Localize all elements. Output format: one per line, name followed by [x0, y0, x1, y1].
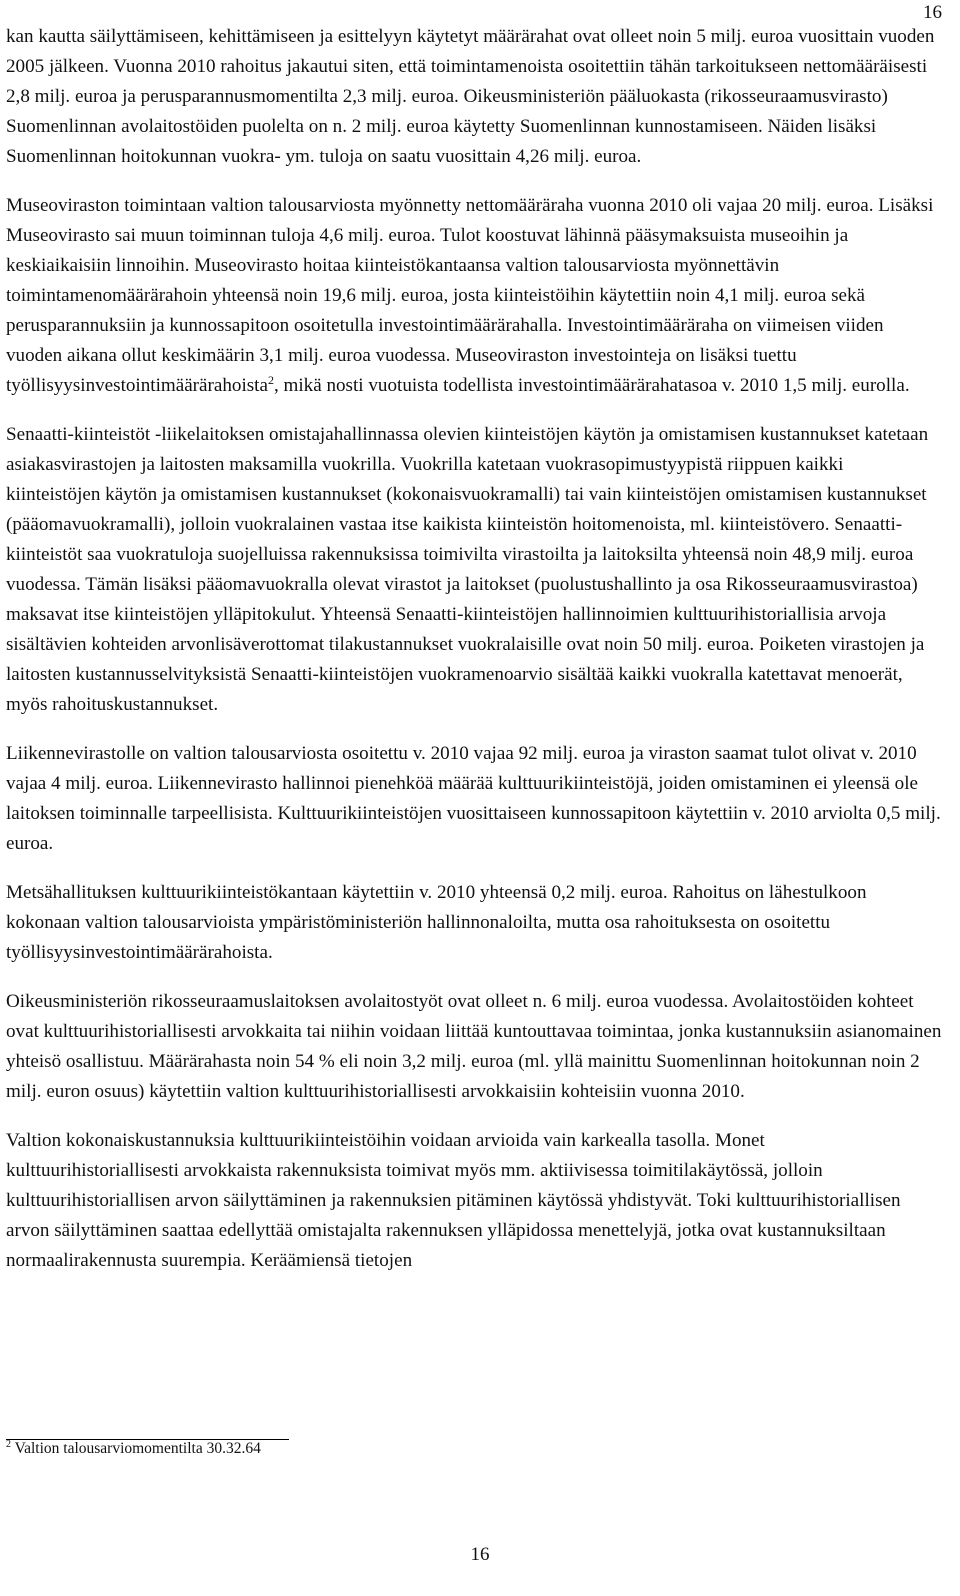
paragraph-liikennevirasto: Liikennevirastolle on valtion talousarviosta osoitettu v. 2010 vajaa 92 milj. euroa ja viraston saamat tulot olivat v. 2010 vajaa 4 milj. euroa. Liikennevirasto hallinnoi pienehköä määrää kulttuurikiinteistöjä, joiden omistaminen ei yleensä ole laitoksen toiminnalle tarpeellisista. Kulttuurikiinteistöjen vuosittaiseen kunnossapitoon käytettiin v. 2010 arviolta 0,5 milj. euroa.: [6, 743, 941, 854]
document-body: [6, 22, 942, 1295]
footnote-text: Valtion talousarviomomentilta 30.32.64: [14, 1440, 261, 1457]
paragraph-senaatti: Senaatti-kiinteistöt -liikelaitoksen omistajahallinnassa olevien kiinteistöjen käytön ja omistamisen kustannukset katetaan asiakasvirastojen ja laitosten maksamilla vuokrilla. Vuokrilla katetaan vuokrasopimustyypistä riippuen kaikki kiinteistöjen käytön ja omistamisen kustannukset (kokonaisvuokramalli) tai vain kiinteistöjen omistamisen kustannukset (pääomavuokramalli), jolloin vuokralainen vastaa itse kaikista kiinteistön hoitomenoista, ml. kiinteistövero. Senaatti-kiinteistöt saa vuokratuloja suojelluissa rakennuksissa toimivilta virastoilta ja laitoksilta yhteensä noin 48,9 milj. euroa vuodessa. Tämän lisäksi pääomavuokralla olevat virastot ja laitokset (puolustushallinto ja osa Rikosseuraamusvirastoa) maksavat itse kiinteistöjen ylläpitokulut. Yhteensä Senaatti-kiinteistöjen hallinnoimien kulttuurihistoriallisia arvoja sisältävien kohteiden arvonlisäverottomat tilakustannukset vuokralaisille ovat noin 50 milj. euroa. Poiketen virastojen ja laitosten kustannusselvityksistä Senaatti-kiinteistöjen vuokramenoarvio sisältää kaikki vuokralla katettavat menoerät, myös rahoituskustannukset.: [6, 424, 929, 715]
paragraph-metsahallitus: Metsähallituksen kulttuurikiinteistökantaan käytettiin v. 2010 yhteensä 0,2 milj. euroa. Rahoitus on lähestulkoon kokonaan valtion talousarvioista ympäristöministeriön hallinnonaloilta, mutta osa rahoituksesta on osoitettu työllisyysinvestointimäärärahoista.: [6, 882, 867, 963]
page-number-bottom: 16: [470, 1544, 490, 1565]
footnote-reference[interactable]: 2: [267, 373, 274, 387]
footnote-marker: 2: [6, 1439, 11, 1450]
page-number-top: 16: [923, 2, 942, 23]
paragraph-museovirasto: [6, 191, 942, 401]
paragraph-suomenlinna: kan kautta säilyttämiseen, kehittämiseen ja esittelyyn käytetyt määrärahat ovat olleet noin 5 milj. euroa vuosittain vuoden 2005 jälkeen. Vuonna 2010 rahoitus jakautui siten, että toimintamenoista osoitettiin tähän tarkoitukseen nettomääräisesti 2,8 milj. euroa ja perusparannusmomentilta 2,3 milj. euroa. Oikeusministeriön pääluokasta (rikosseuraamusvirasto) Suomenlinnan avolaitostöiden puolelta on n. 2 milj. euroa käytetty Suomenlinnan kunnostamiseen. Näiden lisäksi Suomenlinnan hoitokunnan vuokra- ym. tuloja on saatu vuosittain 4,26 milj. euroa.: [6, 26, 935, 167]
paragraph-kokonaiskustannukset: Valtion kokonaiskustannuksia kulttuurikiinteistöihin voidaan arvioida vain karkealla tasolla. Monet kulttuurihistoriallisesti arvokkaista rakennuksista toimivat myös mm. aktiivisessa toimitilakäytössä, jolloin kulttuurihistoriallisen arvon säilyttäminen ja rakennuksien pitäminen käytössä yhdistyvät. Toki kulttuurihistoriallisen arvon säilyttäminen saattaa edellyttää omistajalta rakennuksen ylläpidossa menettelyjä, jotka ovat kustannuksiltaan normaalirakennusta suurempia. Keräämiensä tietojen: [6, 1130, 901, 1271]
footnote: [6, 1438, 261, 1460]
paragraph-oikeusministerio: Oikeusministeriön rikosseuraamuslaitoksen avolaitostyöt ovat olleet n. 6 milj. euroa vuodessa. Avolaitostöiden kohteet ovat kulttuurihistoriallisesti arvokkaita tai niihin voidaan liittää kuntouttavaa toimintaa, jonka kustannuksiin asianomainen yhteisö osallistuu. Määrärahasta noin 54 % eli noin 3,2 milj. euroa (ml. yllä mainittu Suomenlinnan hoitokunnan noin 2 milj. euron osuus) käytettiin valtion kulttuurihistoriallisesti arvokkaisiin kohteisiin vuonna 2010.: [6, 991, 942, 1102]
paragraph-text: , mikä nosti vuotuista todellista investointimäärärahatasoa v. 2010 1,5 milj. eurolla.: [273, 375, 910, 396]
paragraph-text: Museoviraston toimintaan valtion talousarviosta myönnetty nettomääräraha vuonna 2010 oli vajaa 20 milj. euroa. Lisäksi Museovirasto sai muun toiminnan tuloja 4,6 milj. euroa. Tulot koostuvat lähinnä pääsymaksuista museoihin ja keskiaikaisiin linnoihin. Museovirasto hoitaa kiinteistökantaansa valtion talousarviosta myönnettävin toimintamenomäärärahoin yhteensä noin 19,6 milj. euroa, josta kiinteistöihin käytettiin noin 4,1 milj. euroa sekä perusparannuksiin ja kunnossapitoon osoitetulla investointimäärärahalla. Investointimääräraha on viimeisen viiden vuoden aikana ollut keskimäärin 3,1 milj. euroa vuodessa. Museoviraston investointeja on lisäksi tuettu työllisyysinvestointimäärärahoista: [6, 195, 934, 396]
